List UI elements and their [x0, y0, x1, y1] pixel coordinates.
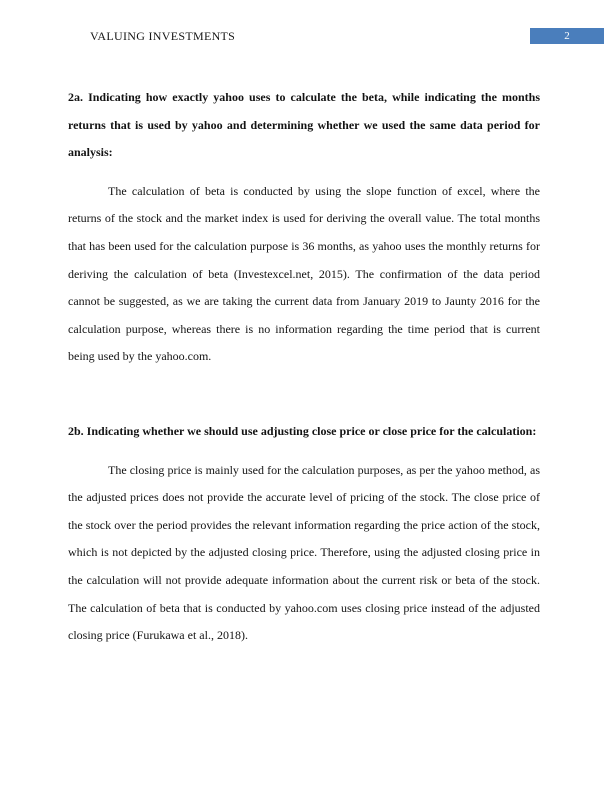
section-2a-heading: 2a. Indicating how exactly yahoo uses to calculate the beta, while indicating the months returns that is used by yahoo and determining whether we used the same data period for analysis: — [68, 90, 540, 160]
section-2b-paragraph: The closing price is mainly used for the calculation purposes, as per the yahoo method, as the adjusted prices does not provide the accurate level of pricing of the stock. The close price of the stock over the period provides the relevant information regarding the price action of the stock, which is not depicted by the adjusted closing price. Therefore, using the adjusted closing price in the calculation will not provide adequate information about the current risk or beta of the stock. The calculation of beta that is conducted by yahoo.com uses closing price instead of the adjusted closing price (Furukawa et al., 2018). — [68, 462, 540, 643]
section-2b-heading: 2b. Indicating whether we should use adjusting close price or close price for the calculation: — [68, 423, 537, 438]
page-header — [90, 27, 604, 45]
section-2a-paragraph: The calculation of beta is conducted by using the slope function of excel, where the returns of the stock and the market index is used for deriving the overall value. The total months that has been used for the calculation purpose is 36 months, as yahoo uses the monthly returns for deriving the calculation of beta (Investexcel.net, 2015). The confirmation of the data period cannot be suggested, as we are taking the current data from January 2019 to Jaunty 2016 for the calculation purpose, whereas there is no information regarding the time period that is current being used by the yahoo.com. — [68, 183, 540, 364]
document-body — [68, 84, 540, 673]
running-head: VALUING INVESTMENTS — [90, 28, 236, 43]
section-spacer — [68, 394, 540, 418]
page-number-badge: 2 — [530, 28, 604, 44]
